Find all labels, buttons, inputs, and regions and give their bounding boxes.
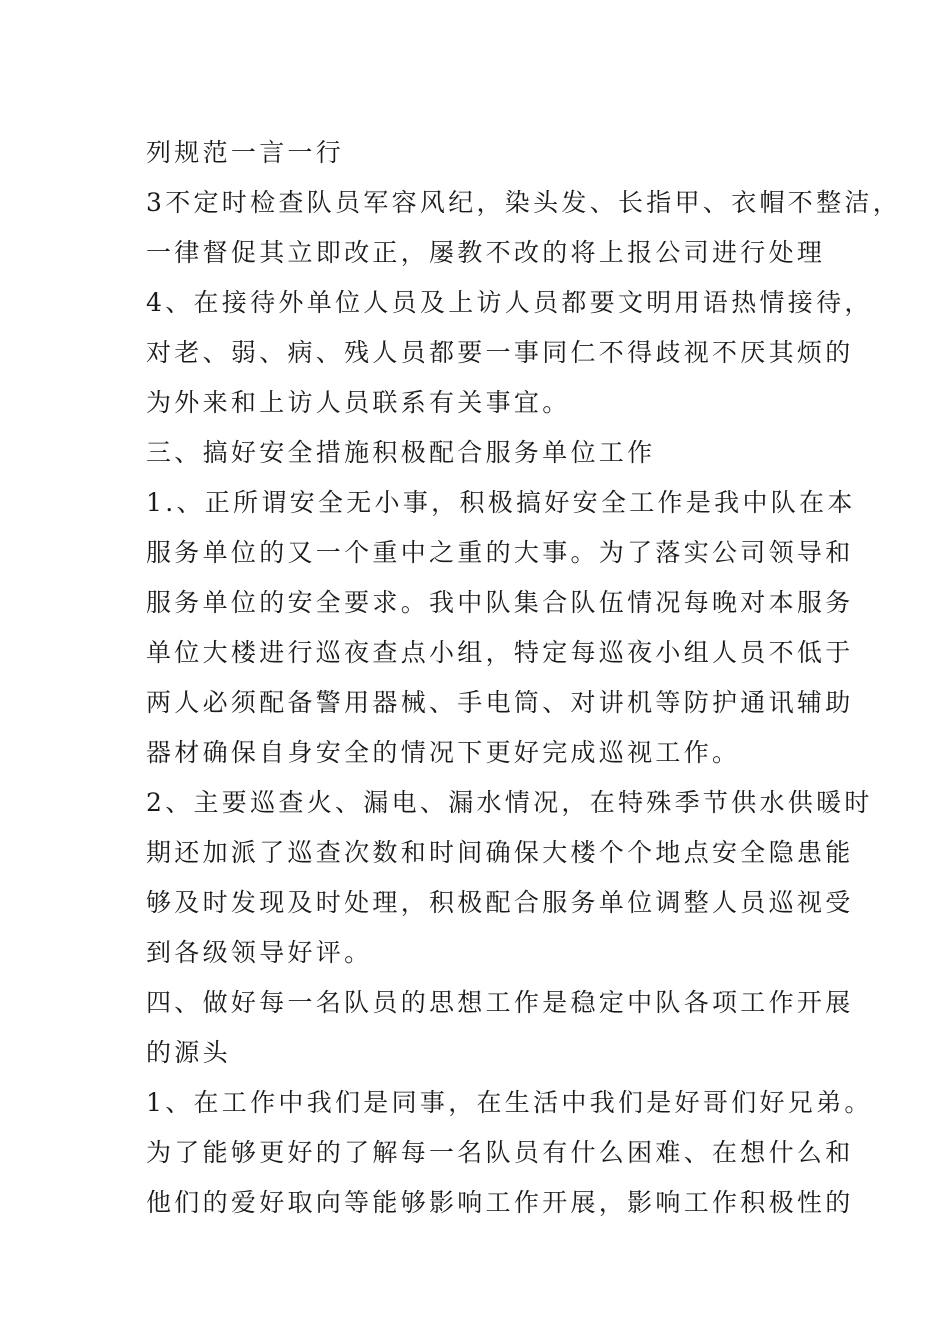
- text-line: 为外来和上访人员联系有关事宜。: [146, 388, 571, 417]
- text-line: 两人必须配备警用器械、手电筒、对讲机等防护通讯辅助: [146, 688, 854, 717]
- text-line: 3不定时检查队员军容风纪，染头发、长指甲、衣帽不整洁，: [146, 188, 902, 217]
- text-line: 1.、正所谓安全无小事，积极搞好安全工作是我中队在本: [146, 488, 856, 517]
- text-line: 为了能够更好的了解每一名队员有什么困难、在想什么和: [146, 1138, 854, 1167]
- text-line: 到各级领导好评。: [146, 938, 373, 967]
- text-line: 期还加派了巡查次数和时间确保大楼个个地点安全隐患能: [146, 838, 854, 867]
- text-line: 单位大楼进行巡夜查点小组，特定每巡夜小组人员不低于: [146, 638, 854, 667]
- text-line: 器材确保自身安全的情况下更好完成巡视工作。: [146, 738, 741, 767]
- text-line: 一律督促其立即改正，屡教不改的将上报公司进行处理: [146, 238, 826, 267]
- text-line: 他们的爱好取向等能够影响工作开展，影响工作积极性的: [146, 1188, 854, 1217]
- text-line: 服务单位的又一个重中之重的大事。为了落实公司领导和: [146, 538, 854, 567]
- text-line: 4、在接待外单位人员及上访人员都要文明用语热情接待，: [146, 288, 873, 317]
- text-line: 2、主要巡查火、漏电、漏水情况，在特殊季节供水供暖时: [146, 788, 873, 817]
- text-line: 列规范一言一行: [146, 138, 345, 167]
- section-heading: 三、搞好安全措施积极配合服务单位工作: [146, 438, 656, 467]
- section-heading: 的源头: [146, 1038, 231, 1067]
- body-text: [146, 128, 902, 1228]
- section-heading: 四、做好每一名队员的思想工作是稳定中队各项工作开展: [146, 988, 854, 1017]
- text-line: 够及时发现及时处理，积极配合服务单位调整人员巡视受: [146, 888, 854, 917]
- text-line: 1、在工作中我们是同事，在生活中我们是好哥们好兄弟。: [146, 1088, 873, 1117]
- text-line: 服务单位的安全要求。我中队集合队伍情况每晚对本服务: [146, 588, 854, 617]
- text-line: 对老、弱、病、残人员都要一事同仁不得歧视不厌其烦的: [146, 338, 854, 367]
